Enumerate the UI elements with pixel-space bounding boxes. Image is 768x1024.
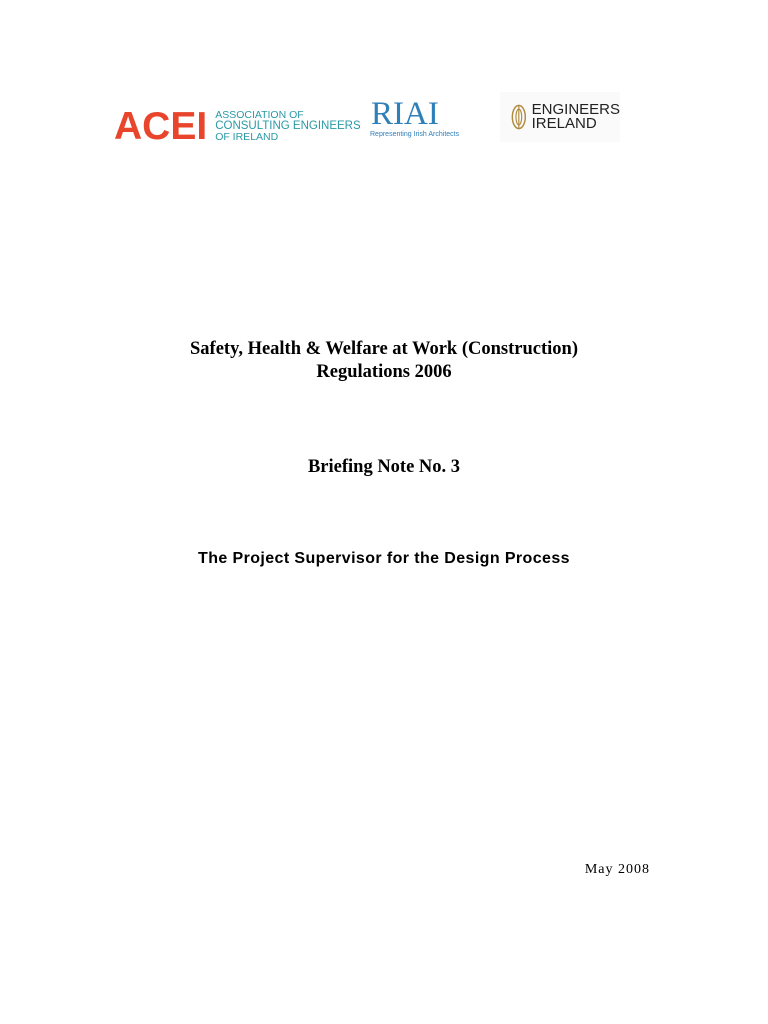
acei-logo-line: CONSULTING ENGINEERS [215,119,361,132]
acei-logo-line: OF IRELAND [215,130,279,143]
riai-logo [368,98,460,142]
acei-logo-mark: ACEI [114,104,208,148]
document-title [0,338,768,384]
logo-row [0,92,768,152]
acei-logo [114,106,361,146]
document-subtitle: The Project Supervisor for the Design Process [198,550,570,567]
engineers-ireland-logo-line: IRELAND [531,115,597,132]
document-title-line: Regulations 2006 [316,362,452,382]
acei-logo-line: ASSOCIATION OF [215,108,304,121]
acei-logo-text [215,110,360,143]
engineers-ireland-emblem-icon [508,98,530,136]
engineers-ireland-logo-line: ENGINEERS [531,101,620,118]
riai-logo-tagline: Representing Irish Architects [370,131,460,138]
document-date: May 2008 [584,862,650,877]
briefing-note-heading: Briefing Note No. 3 [307,457,461,477]
engineers-ireland-logo-text [532,103,620,131]
document-title-line: Safety, Health & Welfare at Work (Construction) [190,339,578,359]
riai-logo-mark: RIAI [371,96,439,132]
engineers-ireland-logo [500,92,620,142]
